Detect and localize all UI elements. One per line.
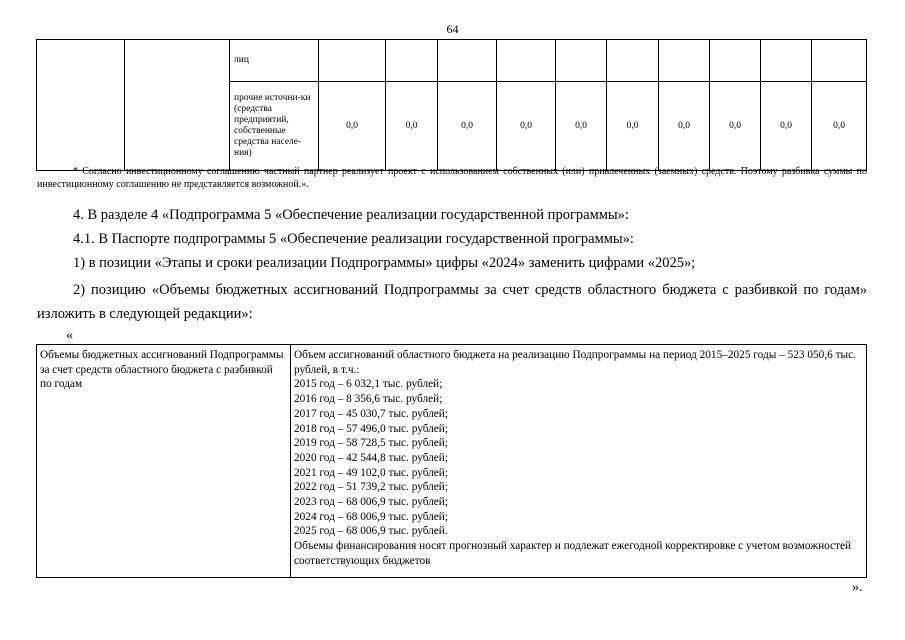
value-cell: 0,0 — [812, 82, 867, 171]
year-line: 2020 год – 42 544,8 тыс. рублей; — [294, 451, 448, 464]
funding-table-continuation — [36, 39, 867, 171]
table-row — [37, 40, 867, 82]
paragraph-passport: 4.1. В Паспорте подпрограммы 5 «Обеспечение реализации государственной программы»: — [73, 231, 634, 247]
value-cell: 0,0 — [659, 82, 710, 171]
empty-cell — [37, 40, 125, 171]
year-line: 2022 год – 51 739,2 тыс. рублей; — [294, 481, 448, 494]
passport-table — [36, 344, 867, 578]
passport-label: Объемы бюджетных ассигнований Подпрограммы за счет средств областного бюджета с разбивкой по годам — [37, 345, 291, 578]
budget-total-line: Объем ассигнований областного бюджета на реализацию Подпрограммы на период 2015–2025 годы – 523 050,6 тыс. рублей, в т.ч.: — [294, 349, 856, 376]
year-line: 2017 год – 45 030,7 тыс. рублей; — [294, 407, 448, 420]
value-cell: 0,0 — [497, 82, 556, 171]
value-cell: 0,0 — [710, 82, 761, 171]
row-label: прочие источни-ки (средства предприятий, собственные средства населе-ния) — [230, 82, 319, 171]
quote-open: « — [66, 328, 73, 343]
page-number: 64 — [446, 22, 459, 36]
paragraph-stages: 1) в позиции «Этапы и сроки реализации Подпрограммы» цифры «2024» заменить цифрами «2025»; — [73, 255, 696, 271]
table-row — [37, 345, 867, 578]
passport-content — [291, 345, 867, 578]
year-line: 2025 год – 68 006,9 тыс. рублей. — [294, 525, 448, 538]
year-line: 2015 год – 6 032,1 тыс. рублей; — [294, 378, 443, 391]
value-cell: 0,0 — [761, 82, 812, 171]
value-cell: 0,0 — [607, 82, 659, 171]
row-label: лиц — [230, 40, 319, 82]
footnote: * Согласно инвестиционному соглашению частный партнер реализует проект с использованием собственных (или) привлеченных (заемных) средств. Поэтому разбивка суммы по инвестиционному соглашению не представляется возможной.». — [37, 166, 867, 190]
value-cell: 0,0 — [556, 82, 607, 171]
year-line: 2024 год – 68 006,9 тыс. рублей; — [294, 510, 448, 523]
financing-note: Объемы финансирования носят прогнозный характер и подлежат ежегодной корректировке с учетом возможностей соответствующих бюджетов — [294, 540, 852, 567]
year-line: 2018 год – 57 496,0 тыс. рублей; — [294, 422, 448, 435]
year-line: 2016 год – 8 356,6 тыс. рублей; — [294, 393, 443, 406]
value-cell: 0,0 — [319, 82, 386, 171]
year-line: 2023 год – 68 006,9 тыс. рублей; — [294, 496, 448, 509]
value-cell: 0,0 — [386, 82, 438, 171]
year-line: 2021 год – 49 102,0 тыс. рублей; — [294, 466, 448, 479]
paragraph-section-4: 4. В разделе 4 «Подпрограмма 5 «Обеспечение реализации государственной программы»: — [73, 207, 629, 223]
year-line: 2019 год – 58 728,5 тыс. рублей; — [294, 437, 448, 450]
quote-close: ». — [852, 580, 863, 595]
paragraph-budget-position: 2) позицию «Объемы бюджетных ассигнований Подпрограммы за счет средств областного бюджета с разбивкой по годам» изложить в следующей редакции»: — [37, 282, 867, 322]
empty-cell — [125, 40, 230, 171]
value-cell: 0,0 — [438, 82, 497, 171]
